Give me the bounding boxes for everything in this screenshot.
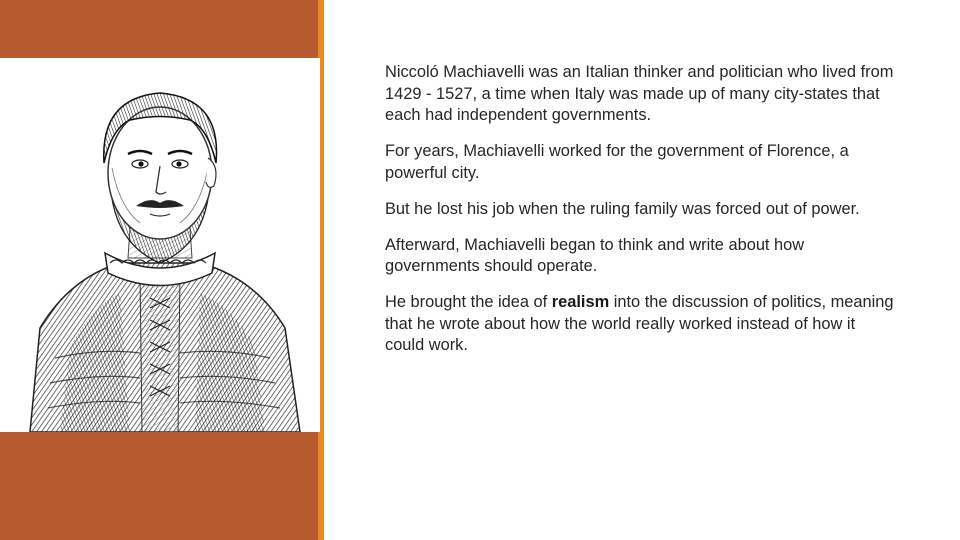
paragraph-afterward: Afterward, Machiavelli began to think and write about how governments should operate. xyxy=(385,235,805,275)
realism-lead-text: He brought the idea of xyxy=(385,293,552,311)
paragraph-lost-job: But he lost his job when the ruling family was forced out of power. xyxy=(385,199,860,218)
realism-tail-text: into the discussion of politics, meaning that he wrote about how the world really worked instead of how it could work. xyxy=(385,293,894,354)
body-text xyxy=(385,62,895,371)
paragraph-realism xyxy=(385,292,895,357)
machiavelli-engraving-portrait xyxy=(0,58,320,432)
paragraph-florence: For years, Machiavelli worked for the government of Florence, a powerful city. xyxy=(385,142,849,182)
portrait-image xyxy=(0,58,320,432)
paragraph-intro: Niccoló Machiavelli was an Italian thinker and politician who lived from 1429 - 1527, a time when Italy was made up of many city-states that each had independent governments. xyxy=(385,63,894,124)
realism-keyword: realism xyxy=(551,293,610,311)
